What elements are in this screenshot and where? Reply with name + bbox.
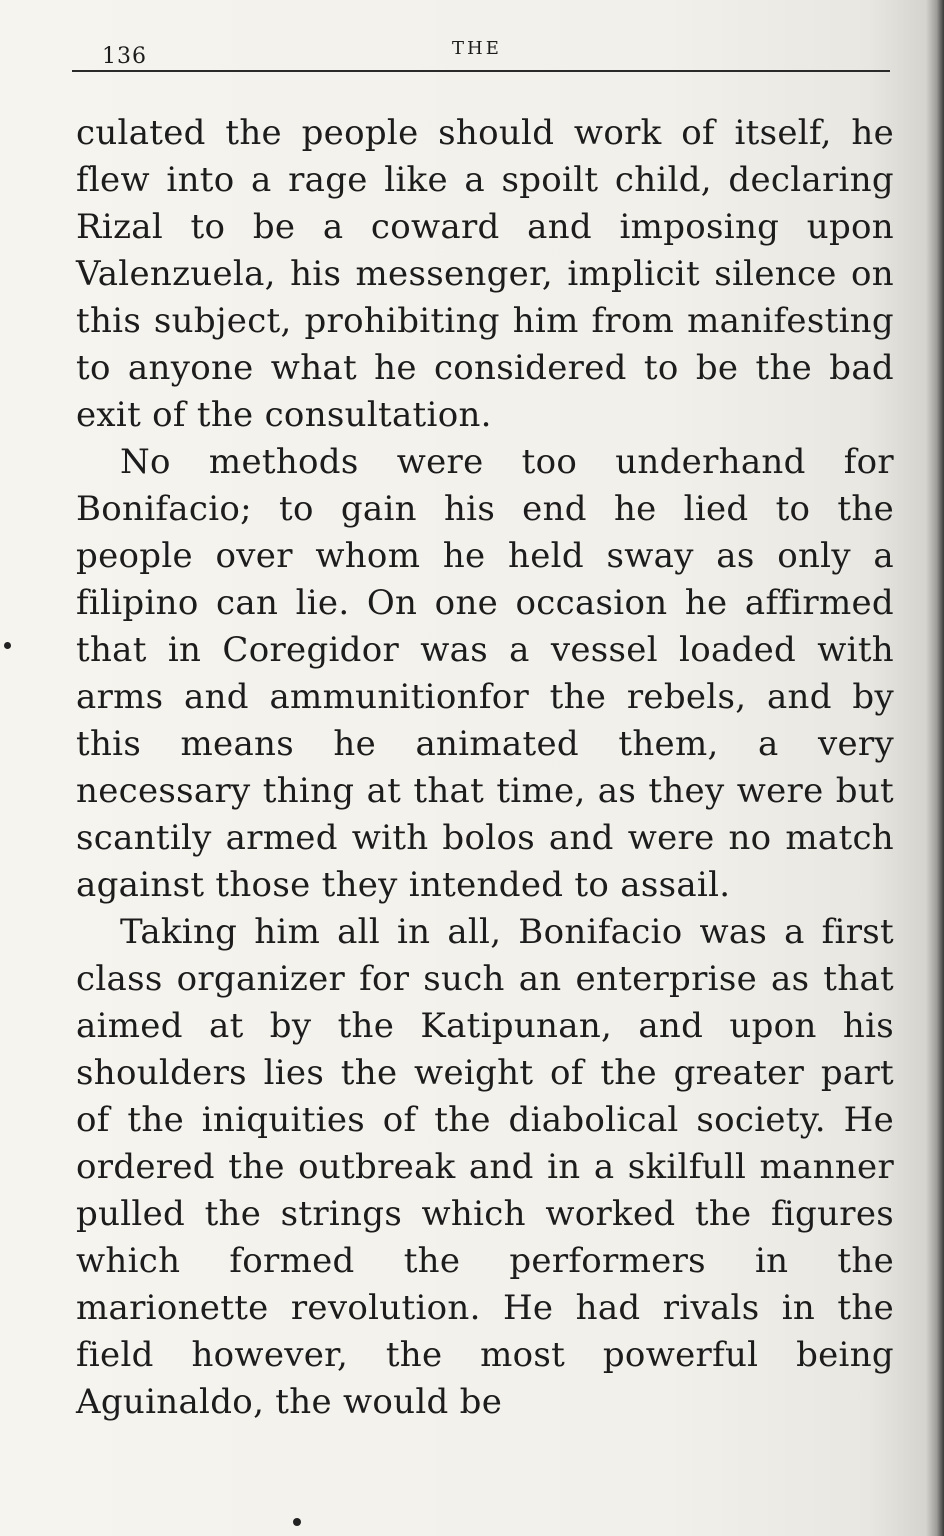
running-head bbox=[72, 28, 892, 68]
margin-mark bbox=[4, 642, 11, 649]
bottom-mark bbox=[293, 1518, 301, 1526]
paragraph-2: No methods were too underhand for Bonifacio; to gain his end he lied to the people over whom he held sway as only a filipino can lie. On one occasion he affirmed that in Coregidor was a vessel loaded with arms and ammunitionfor the rebels, and by this means he animated them, a very necessary thing at that time, as they were but scantily armed with bolos and were no match against those they intended to assail. bbox=[76, 442, 894, 905]
page-edge-shadow bbox=[926, 0, 944, 1536]
header-rule bbox=[72, 70, 890, 72]
running-title: THE bbox=[452, 38, 502, 59]
paragraph-1: culated the people should work of itself, he flew into a rage like a spoilt child, declaring Rizal to be a coward and imposing upon Valenzuela, his messenger, implicit silence on this subject, prohibiting him from manifesting to anyone what he considered to be the bad exit of the consultation. bbox=[76, 113, 894, 435]
paragraph-3: Taking him all in all, Bonifacio was a first class organizer for such an enterprise as that aimed at by the Katipunan, and upon his shoulders lies the weight of the greater part of the iniquities of the diabolical society. He ordered the outbreak and in a skilfull manner pulled the strings which worked the figures which formed the performers in the marionette revolution. He had rivals in the field however, the most powerful being Aguinaldo, the would be bbox=[76, 912, 894, 1422]
page-number: 136 bbox=[102, 44, 147, 69]
body-text bbox=[76, 110, 894, 1426]
